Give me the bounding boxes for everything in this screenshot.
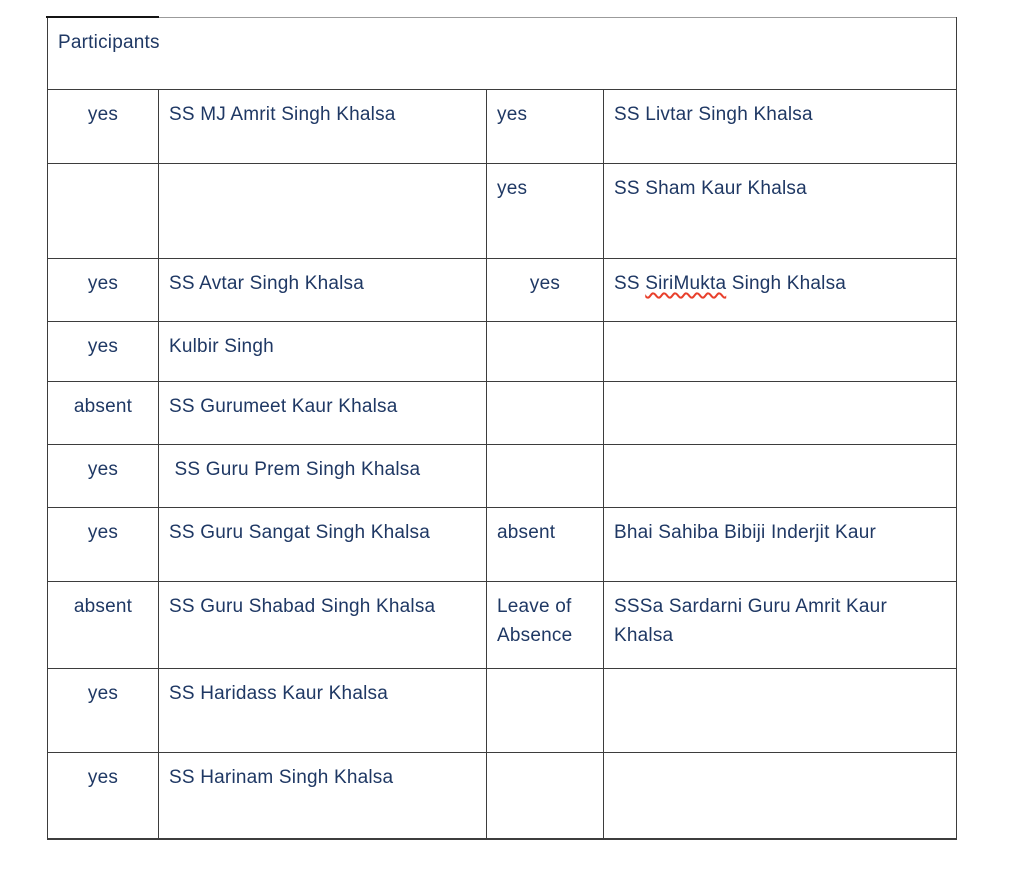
table-cell[interactable] bbox=[48, 164, 159, 259]
participants-header-cell[interactable] bbox=[48, 18, 957, 90]
table-cell[interactable] bbox=[159, 164, 487, 259]
table-cell[interactable] bbox=[159, 322, 487, 382]
cell-text: yes bbox=[497, 104, 528, 125]
cell-text: SS Guru Shabad Singh Khalsa bbox=[169, 596, 436, 617]
cell-text bbox=[614, 273, 846, 294]
table-cell[interactable] bbox=[604, 322, 957, 382]
table-row bbox=[48, 753, 957, 839]
cell-text: yes bbox=[529, 273, 561, 294]
cell-text: Kulbir Singh bbox=[169, 336, 274, 357]
table-row bbox=[48, 382, 957, 445]
cell-text: Bhai Sahiba Bibiji Inderjit Kaur bbox=[614, 522, 876, 543]
table-cell[interactable] bbox=[159, 669, 487, 753]
table-cell[interactable] bbox=[48, 669, 159, 753]
table-cell[interactable] bbox=[487, 259, 604, 322]
table-cell[interactable] bbox=[604, 669, 957, 753]
table-cell[interactable] bbox=[48, 582, 159, 669]
table-cell[interactable] bbox=[159, 508, 487, 582]
table-cell[interactable] bbox=[604, 164, 957, 259]
table-cell[interactable] bbox=[48, 753, 159, 839]
cell-text: SS Harinam Singh Khalsa bbox=[169, 767, 394, 788]
table-row bbox=[48, 164, 957, 259]
misspelled-word: SiriMukta bbox=[645, 273, 727, 294]
table-cell[interactable] bbox=[48, 382, 159, 445]
cell-text: yes bbox=[87, 336, 119, 357]
text-part: Singh Khalsa bbox=[726, 273, 847, 294]
cell-text: yes bbox=[87, 522, 119, 543]
table-cell[interactable] bbox=[487, 322, 604, 382]
table-cell[interactable] bbox=[159, 445, 487, 508]
table-cell[interactable] bbox=[48, 259, 159, 322]
cell-text: SS Guru Prem Singh Khalsa bbox=[169, 459, 421, 480]
cell-text: absent bbox=[497, 522, 556, 543]
table-cell[interactable] bbox=[159, 753, 487, 839]
cell-text: yes bbox=[497, 178, 528, 199]
table-body bbox=[48, 18, 957, 839]
table-row bbox=[48, 90, 957, 164]
table-cell[interactable] bbox=[604, 90, 957, 164]
table-cell[interactable] bbox=[487, 164, 604, 259]
table-cell[interactable] bbox=[604, 445, 957, 508]
text-part: SS bbox=[614, 273, 646, 294]
cell-text: Leave of Absence bbox=[497, 596, 576, 646]
table-row bbox=[48, 259, 957, 322]
table-top-border-dark-segment bbox=[46, 16, 159, 19]
table-cell[interactable] bbox=[604, 508, 957, 582]
table-row bbox=[48, 508, 957, 582]
table-cell[interactable] bbox=[487, 508, 604, 582]
table-cell[interactable] bbox=[48, 508, 159, 582]
table-cell[interactable] bbox=[159, 582, 487, 669]
cell-text: SS Gurumeet Kaur Khalsa bbox=[169, 396, 398, 417]
cell-text: SS Livtar Singh Khalsa bbox=[614, 104, 813, 125]
table-cell[interactable] bbox=[487, 669, 604, 753]
table-title: Participants bbox=[58, 32, 160, 53]
table-cell[interactable] bbox=[487, 582, 604, 669]
cell-text: SS Sham Kaur Khalsa bbox=[614, 178, 807, 199]
selected-cell[interactable] bbox=[487, 90, 604, 164]
cell-text: yes bbox=[87, 767, 119, 788]
table-cell[interactable] bbox=[604, 259, 957, 322]
participants-table bbox=[47, 17, 957, 840]
table-header-row bbox=[48, 18, 957, 90]
cell-text: yes bbox=[87, 104, 119, 125]
table-cell[interactable] bbox=[604, 382, 957, 445]
table-row bbox=[48, 669, 957, 753]
cell-text: SS Haridass Kaur Khalsa bbox=[169, 683, 388, 704]
cell-text: absent bbox=[73, 396, 133, 417]
table-cell[interactable] bbox=[604, 582, 957, 669]
cell-text: yes bbox=[87, 683, 119, 704]
table-cell[interactable] bbox=[487, 753, 604, 839]
cell-text: yes bbox=[87, 459, 119, 480]
cell-text: absent bbox=[73, 596, 133, 617]
table-row bbox=[48, 582, 957, 669]
table-cell[interactable] bbox=[159, 259, 487, 322]
table-cell[interactable] bbox=[48, 445, 159, 508]
table-cell[interactable] bbox=[487, 382, 604, 445]
cell-text: SSSa Sardarni Guru Amrit Kaur Khalsa bbox=[614, 596, 893, 646]
table-cell[interactable] bbox=[604, 753, 957, 839]
table-cell[interactable] bbox=[48, 322, 159, 382]
cell-text: yes bbox=[87, 273, 119, 294]
cell-text: SS MJ Amrit Singh Khalsa bbox=[169, 104, 396, 125]
table-cell[interactable] bbox=[487, 445, 604, 508]
table-row bbox=[48, 445, 957, 508]
table-cell[interactable] bbox=[48, 90, 159, 164]
table-cell[interactable] bbox=[159, 382, 487, 445]
table-cell[interactable] bbox=[159, 90, 487, 164]
cell-text: SS Guru Sangat Singh Khalsa bbox=[169, 522, 431, 543]
table-row bbox=[48, 322, 957, 382]
participants-table-container bbox=[47, 17, 957, 840]
cell-text: SS Avtar Singh Khalsa bbox=[169, 273, 365, 294]
